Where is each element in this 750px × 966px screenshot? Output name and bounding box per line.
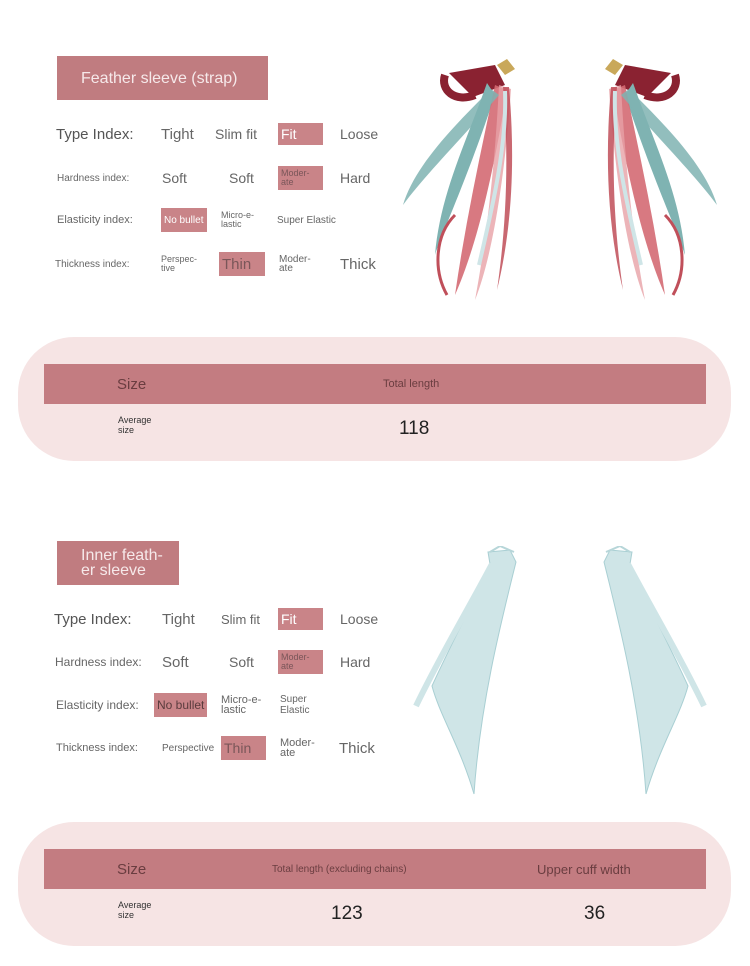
option-hard: Hard bbox=[340, 654, 371, 670]
header-total-length: Total length (excluding chains) bbox=[272, 863, 407, 875]
header-total-length: Total length bbox=[383, 378, 440, 390]
section-title-text: Feather sleeve (strap) bbox=[81, 69, 238, 87]
option-thin-selected: Thin bbox=[219, 252, 265, 276]
option-perspective: Perspec-tive bbox=[161, 254, 198, 273]
option-super-elastic: Super Elastic bbox=[277, 214, 336, 226]
elasticity-index-row bbox=[0, 208, 400, 238]
option-super-elastic: Super Elastic bbox=[280, 694, 310, 716]
option-thick: Thick bbox=[339, 739, 375, 757]
left-feather-sleeve bbox=[403, 59, 515, 300]
option-soft-2: Soft bbox=[229, 170, 254, 186]
option-tight: Tight bbox=[161, 125, 194, 143]
elasticity-index-label: Elasticity index: bbox=[56, 698, 139, 712]
feather-sleeve-section bbox=[0, 0, 750, 480]
feather-sleeve-illustration bbox=[395, 55, 725, 305]
header-size: Size bbox=[117, 860, 147, 878]
option-moderate: Moder-ate bbox=[280, 737, 315, 759]
option-soft: Soft bbox=[162, 653, 189, 671]
value-upper-cuff-width: 36 bbox=[584, 903, 606, 924]
thickness-index-row bbox=[0, 252, 400, 282]
size-table-header bbox=[44, 849, 706, 889]
option-thick: Thick bbox=[340, 255, 376, 273]
option-fit-selected: Fit bbox=[278, 608, 323, 630]
right-inner-sleeve bbox=[604, 546, 704, 794]
option-no-bullet-selected: No bullet bbox=[161, 208, 207, 232]
option-micro-elastic: Micro-e-lastic bbox=[221, 694, 262, 716]
option-perspective: Perspective bbox=[162, 742, 215, 754]
type-index-row bbox=[0, 122, 400, 152]
left-inner-sleeve bbox=[416, 546, 516, 794]
row-label-average-size: Average size bbox=[118, 900, 152, 920]
option-no-bullet-selected: No bullet bbox=[154, 693, 207, 717]
inner-sleeve-illustration bbox=[410, 546, 710, 802]
option-soft: Soft bbox=[162, 170, 187, 186]
option-loose: Loose bbox=[340, 126, 379, 142]
row-label-average-size: Average size bbox=[118, 415, 152, 435]
size-panel bbox=[18, 822, 731, 946]
section-title bbox=[57, 56, 268, 100]
option-tight: Tight bbox=[162, 610, 195, 628]
size-panel bbox=[18, 337, 731, 461]
elasticity-index-row bbox=[0, 693, 400, 723]
hardness-index-label: Hardness index: bbox=[57, 172, 130, 184]
hardness-index-row bbox=[0, 166, 400, 196]
thickness-index-label: Thickness index: bbox=[56, 742, 138, 754]
inner-feather-sleeve-section bbox=[0, 480, 750, 966]
type-index-label: Type Index: bbox=[54, 610, 132, 628]
option-fit-selected: Fit bbox=[278, 123, 323, 145]
thickness-index-row bbox=[0, 736, 400, 766]
option-soft-2: Soft bbox=[229, 654, 254, 670]
section-title bbox=[57, 541, 179, 585]
option-moderate: Moder-ate bbox=[279, 254, 311, 274]
option-moderate-selected: Moder-ate bbox=[278, 650, 323, 674]
elasticity-index-label: Elasticity index: bbox=[57, 214, 133, 226]
header-size: Size bbox=[117, 375, 147, 393]
section-title-text: Inner feath-er sleeve bbox=[81, 547, 163, 579]
option-moderate-selected: Moder-ate bbox=[278, 166, 323, 190]
option-thin-selected: Thin bbox=[221, 736, 266, 760]
value-total-length: 118 bbox=[399, 418, 430, 439]
right-feather-sleeve bbox=[605, 59, 717, 300]
hardness-index-row bbox=[0, 650, 400, 680]
size-table-header bbox=[44, 364, 706, 404]
thickness-index-label: Thickness index: bbox=[55, 258, 130, 270]
option-slim-fit: Slim fit bbox=[215, 126, 257, 142]
value-total-length: 123 bbox=[331, 903, 363, 924]
option-loose: Loose bbox=[340, 611, 379, 627]
header-upper-cuff-width: Upper cuff width bbox=[537, 861, 631, 877]
option-slim-fit: Slim fit bbox=[221, 611, 260, 627]
type-index-label: Type Index: bbox=[56, 125, 134, 143]
hardness-index-label: Hardness index: bbox=[55, 655, 142, 669]
option-hard: Hard bbox=[340, 170, 371, 186]
option-micro-elastic: Micro-e-lastic bbox=[221, 210, 254, 229]
type-index-row bbox=[0, 607, 400, 637]
